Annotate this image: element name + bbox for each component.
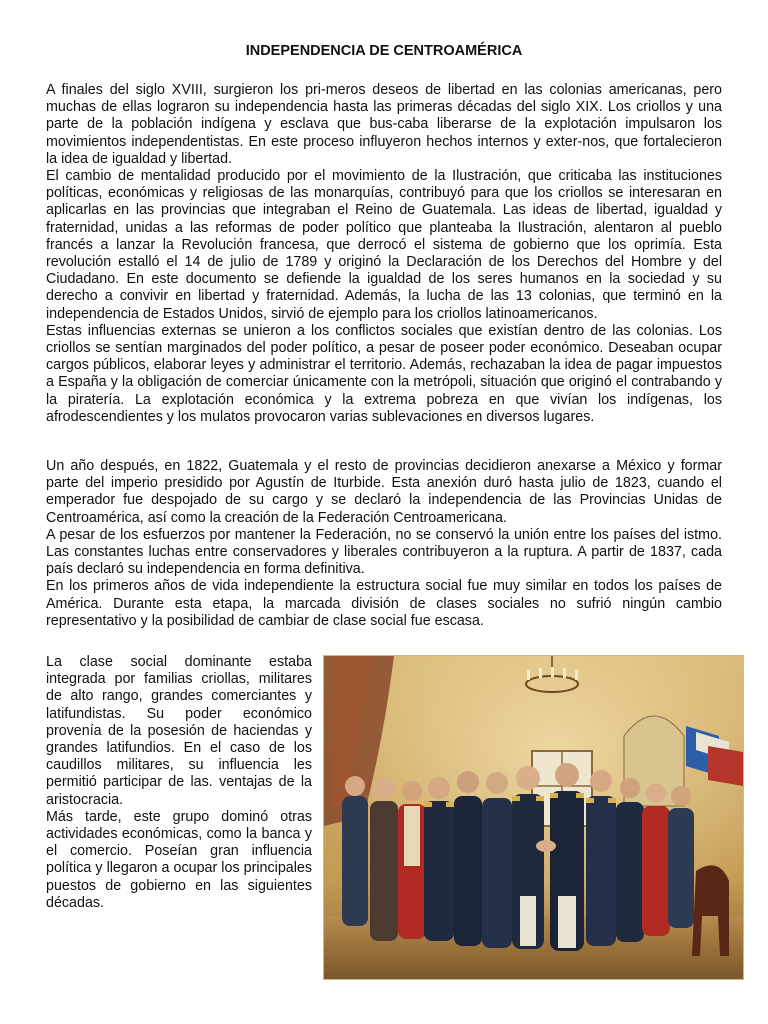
- paragraph: Estas influencias externas se unieron a los conflictos sociales que existían dentro de las colonias. Los criollos se sentían marginados del poder político, a pesar de poseer poder económico. Deseaban ocupar cargos públicos, elaborar leyes y administrar el territorio. Además, rechazaban la idea de pagar impuestos a España y la obligación de comerciar únicamente con la metrópoli, situación que originó el contrabando y la piratería. La explotación económica y la extrema pobreza en que vivían los indígenas, los afrodescendientes y los mulatos provocaron varias sublevaciones en diversos lugares.: [46, 322, 722, 425]
- paragraph: La clase social dominante estaba integrada por familias criollas, militares de alto rango, grandes comerciantes y latifundistas. Su poder económico provenía de la posesión de haciendas y grandes latifundios. En el caso de los caudillos militares, su influencia les permitió participar de las. ventajas de la aristocracia.: [46, 654, 312, 808]
- document-title: INDEPENDENCIA DE CENTROAMÉRICA: [245, 43, 523, 59]
- paragraph: En los primeros años de vida independiente la estructura social fue muy similar en todos los países de América. Durante esta etapa, la marcada división de clases sociales no sufrió ningún cambio representativo y la posibilidad de cambiar de clase social fue escasa.: [46, 578, 722, 629]
- section-federation: [46, 458, 722, 630]
- paragraph: A pesar de los esfuerzos por mantener la Federación, no se conservó la unión entre los países del istmo. Las constantes luchas entre conservadores y liberales contribuyeron a la ruptura. A partir de 1837, cada país declaró su independencia en forma definitiva.: [46, 526, 722, 578]
- paragraph: A finales del siglo XVIII, surgieron los pri-meros deseos de libertad en las colonias americanas, pero muchas de ellas lograron su independencia hasta las primeras décadas del siglo XIX. Los criollos y una parte de la población indígena y esclava que bus-caba liberarse de la explotación impulsaron los movimientos independentistas. En este proceso influyeron hechos internos y exter-nos, que fortalecieron la idea de igualdad y libertad.: [46, 82, 722, 167]
- paragraph: Más tarde, este grupo dominó otras actividades económicas, como la banca y el comercio. Poseían gran influencia política y llegaron a ocupar los principales puestos de gobierno en las siguientes décadas.: [46, 808, 312, 911]
- paragraph: El cambio de mentalidad producido por el movimiento de la Ilustración, que criticaba las instituciones políticas, económicas y religiosas de las monarquías, contribuyó para que los criollos se interesaran en aplicarlas en las provincias que integraban el Reino de Guatemala. Las ideas de libertad, igualdad y fraternidad, unidas a las reformas de poder político que planteaba la Ilustración, alentaron al pueblo francés a lanzar la Revolución francesa, que derrocó el sistema de gobierno que los oprimía. Esta revolución estalló el 14 de julio de 1789 y originó la Declaración de los Derechos del Hombre y del Ciudadano. En este documento se defiende la igualdad de los seres humanos en la sociedad y su derecho a convivir en libertad y fraternidad. Además, la lucha de las 13 colonias, que terminó en la independencia de Estados Unidos, sirvió de ejemplo para los criollos latinoamericanos.: [46, 168, 722, 322]
- section-social-class: [46, 654, 312, 912]
- paragraph: Un año después, en 1822, Guatemala y el resto de provincias decidieron anexarse a México y formar parte del imperio presidido por Agustín de Iturbide. Esta anexión duró hasta julio de 1823, cuando el emperador fue despojado de su cargo y se declaró la independencia de las Provincias Unidas de Centroamérica, así como la creación de la Federación Centroamericana.: [46, 458, 722, 526]
- section-intro: [46, 82, 722, 426]
- historical-painting: [323, 655, 744, 980]
